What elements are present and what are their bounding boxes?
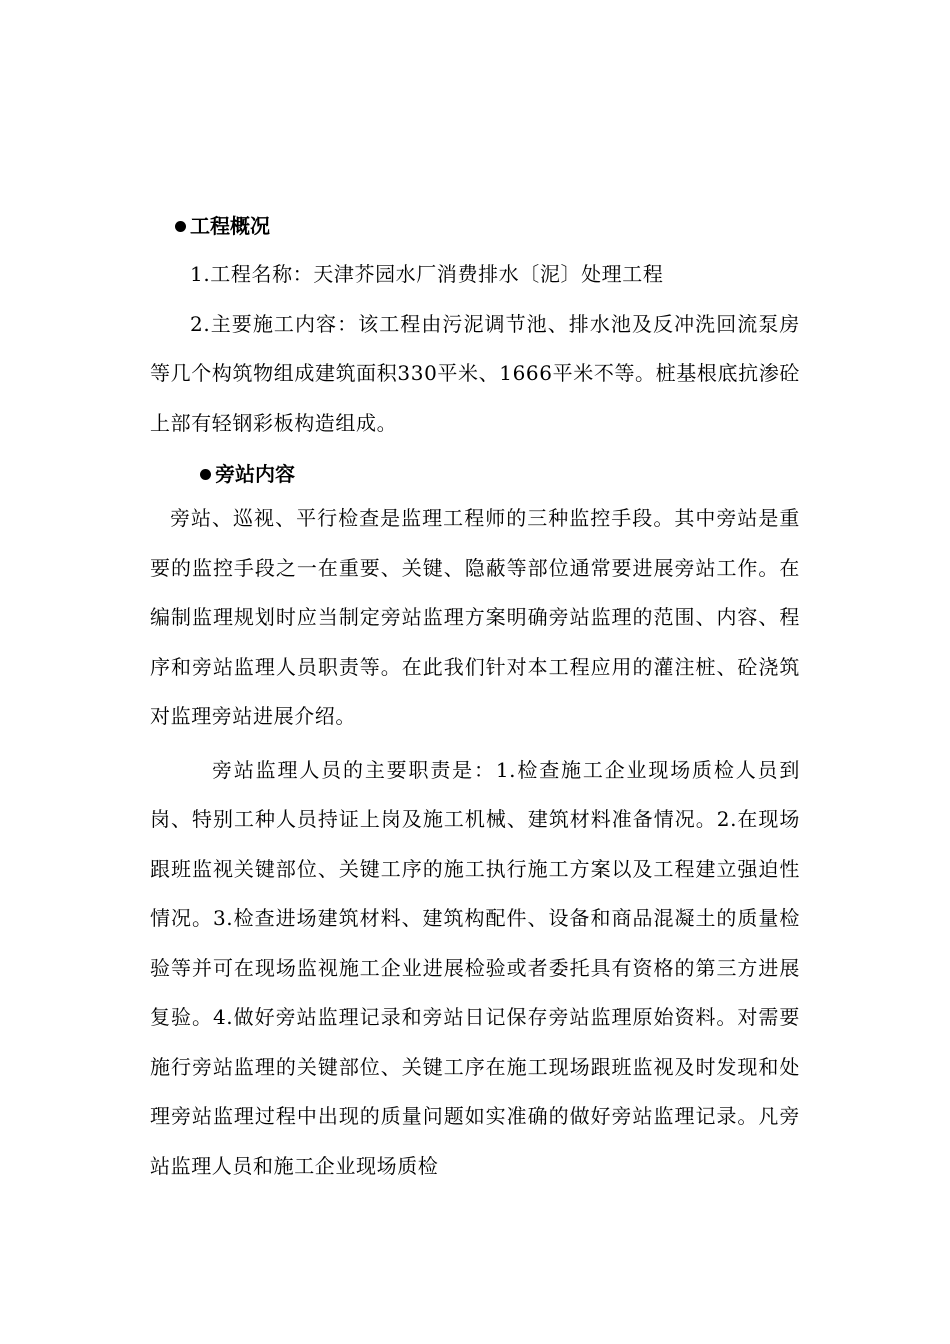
section-heading-project-overview bbox=[175, 208, 800, 244]
project-name-item: 1.工程名称：天津芥园水厂消费排水〔泥〕处理工程 bbox=[190, 262, 664, 286]
bullet-icon bbox=[200, 469, 211, 480]
heading-text: 工程概况 bbox=[190, 214, 270, 238]
bullet-icon bbox=[175, 221, 186, 232]
side-station-intro-paragraph: 旁站、巡视、平行检查是监理工程师的三种监控手段。其中旁站是重要的监控手段之一在重要、关键、隐蔽等部位通常要进展旁站工作。在编制监理规划时应当制定旁站监理方案明确旁站监理的范围、内容、程序和旁站监理人员职责等。在此我们针对本工程应用的灌注桩、砼浇筑对监理旁站进展介绍。 bbox=[150, 506, 800, 728]
section-heading-side-station bbox=[200, 456, 800, 492]
document-body bbox=[150, 208, 800, 1191]
side-station-duties-paragraph: 旁站监理人员的主要职责是：1.检查施工企业现场质检人员到岗、特别工种人员持证上岗及施工机械、建筑材料准备情况。2.在现场跟班监视关键部位、关键工序的施工执行施工方案以及工程建立强迫性情况。3.检查进场建筑材料、建筑构配件、设备和商品混凝土的质量检验等并可在现场监视施工企业进展检验或者委托具有资格的第三方进展复验。4.做好旁站监理记录和旁站日记保存旁站监理原始资料。对需要施行旁站监理的关键部位、关键工序在施工现场跟班监视及时发现和处理旁站监理过程中出现的质量问题如实准确的做好旁站监理记录。凡旁站监理人员和施工企业现场质检 bbox=[150, 757, 800, 1178]
heading-text: 旁站内容 bbox=[215, 462, 295, 486]
construction-content-item: 2.主要施工内容：该工程由污泥调节池、排水池及反冲洗回流泵房等几个构筑物组成建筑面积330平米、1666平米不等。桩基根底抗渗砼上部有轻钢彩板构造组成。 bbox=[150, 311, 800, 435]
